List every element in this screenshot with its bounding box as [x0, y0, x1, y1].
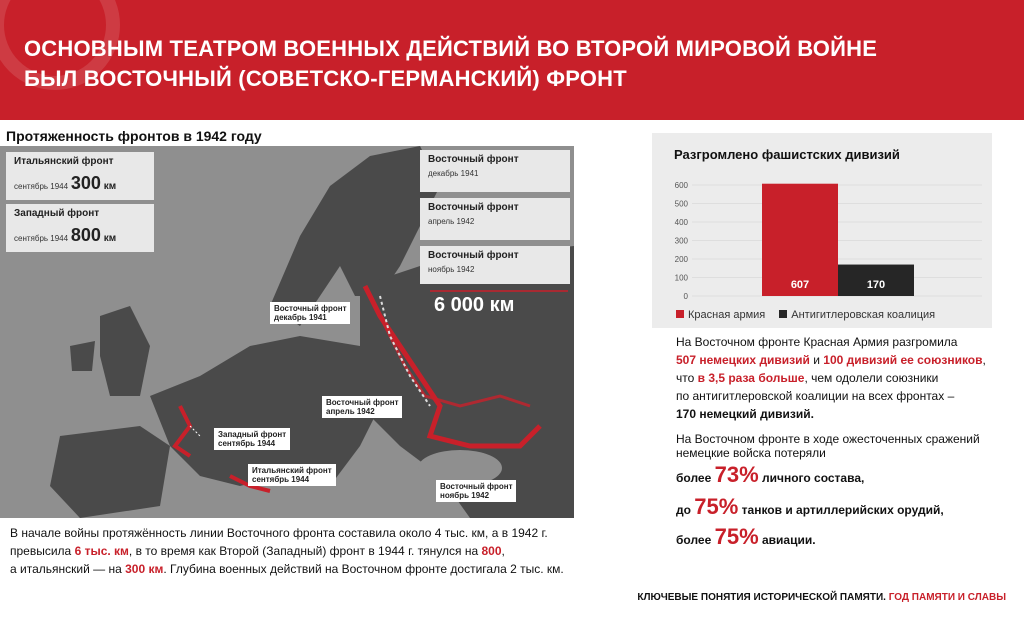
divisions-chart-panel — [652, 133, 992, 328]
caption-text: а итальянский — на — [10, 562, 126, 576]
footer — [637, 592, 1006, 603]
italian-front-unit: км — [103, 181, 117, 192]
summary-line — [676, 369, 1006, 387]
stat-suffix: танков и артиллерийских орудий, — [738, 503, 944, 517]
summary-text: , — [982, 353, 986, 367]
y-tick-label: 100 — [674, 273, 688, 283]
summary-text: , чем одолели союзники — [804, 371, 939, 385]
map-tag-east-1941 — [270, 302, 350, 324]
east-front-date-1941: декабрь 1941 — [428, 169, 479, 178]
bar-value-label: 607 — [790, 279, 810, 291]
map-tag-west-1944 — [214, 428, 290, 450]
caption-highlight: 6 тыс. км — [74, 544, 129, 558]
map-caption — [10, 524, 580, 578]
stat-personnel — [676, 462, 864, 488]
divisions-bar-chart — [652, 133, 992, 308]
header-banner — [0, 0, 1024, 120]
chart-title: Разгромлено фашистских дивизий — [674, 147, 900, 162]
map-tag-date: сентябрь 1944 — [252, 475, 310, 484]
summary-text: и — [809, 353, 824, 367]
map-tag-name: Западный фронт — [218, 430, 287, 439]
east-front-box-apr1942 — [420, 198, 570, 240]
summary-highlight: в 3,5 раза больше — [697, 371, 805, 385]
legend-item-red-army — [676, 309, 765, 321]
summary-line: 170 немецкий дивизий. — [676, 407, 814, 421]
stat-prefix: до — [676, 503, 695, 517]
summary-text: что — [676, 371, 698, 385]
italian-front-value: 300 — [70, 173, 101, 193]
title-line-2: БЫЛ ВОСТОЧНЫЙ (СОВЕТСКО-ГЕРМАНСКИЙ) ФРОНТ — [24, 66, 627, 91]
stat-percent: 75% — [714, 524, 759, 549]
east-front-date-apr1942: апрель 1942 — [428, 217, 475, 226]
caption-line-2 — [10, 542, 580, 560]
map-tag-east-nov1942 — [436, 480, 516, 502]
western-front-date: сентябрь 1944 — [14, 234, 69, 243]
y-tick-label: 400 — [674, 218, 688, 227]
stat-suffix: авиации. — [758, 533, 816, 547]
legend-swatch — [676, 310, 684, 318]
footer-accent: ГОД ПАМЯТИ И СЛАВЫ — [888, 592, 1006, 603]
caption-line-3 — [10, 560, 580, 578]
losses-line: немецкие войска потеряли — [676, 446, 826, 460]
caption-highlight: 300 км — [125, 562, 164, 576]
stat-percent: 73% — [714, 462, 759, 487]
caption-text: , — [501, 544, 505, 558]
stat-prefix: более — [676, 471, 715, 485]
east-front-name-1941: Восточный фронт — [428, 154, 519, 165]
legend-label: Антигитлеровская коалиция — [791, 309, 936, 321]
map-tag-name: Восточный фронт — [440, 482, 513, 491]
y-tick-label: 500 — [674, 199, 688, 209]
stat-tanks — [676, 494, 944, 520]
y-tick-label: 0 — [683, 292, 688, 301]
map-tag-date: ноябрь 1942 — [440, 491, 490, 500]
east-front-name-nov1942: Восточный фронт — [428, 250, 519, 261]
caption-text: . Глубина военных действий на Восточном фронте достигала 2 тыс. км. — [163, 562, 564, 576]
stat-prefix: более — [676, 533, 715, 547]
western-front-unit: км — [103, 233, 117, 244]
caption-line-1: В начале войны протяжённость линии Восточного фронта составила около 4 тыс. км, а в 1942 г. — [10, 526, 548, 540]
western-front-name: Западный фронт — [14, 208, 100, 219]
summary-highlight: 507 немецких дивизий — [676, 353, 810, 367]
bar-value-label: 170 — [866, 279, 886, 291]
east-front-date-nov1942: ноябрь 1942 — [428, 265, 475, 274]
red-army-summary — [676, 333, 1006, 423]
front-map — [0, 146, 574, 518]
stat-aviation — [676, 524, 816, 550]
italian-front-box — [6, 152, 154, 200]
losses-intro — [676, 432, 1006, 460]
y-tick-label: 300 — [674, 236, 688, 246]
legend-item-coalition — [779, 309, 935, 321]
east-front-box-nov1942 — [420, 246, 570, 284]
legend-label: Красная армия — [688, 309, 766, 321]
caption-text: , в то время как Второй (Западный) фронт в 1944 г. тянулся на — [128, 544, 482, 558]
title-line-1: ОСНОВНЫМ ТЕАТРОМ ВОЕННЫХ ДЕЙСТВИЙ ВО ВТОРОЙ МИРОВОЙ ВОЙНЕ — [24, 36, 878, 61]
map-tag-date: декабрь 1941 — [274, 313, 327, 322]
y-tick-label: 600 — [674, 181, 688, 190]
map-tag-italy-1944 — [248, 464, 336, 486]
y-tick-label: 200 — [674, 255, 688, 264]
summary-line — [676, 351, 1006, 369]
east-front-name-apr1942: Восточный фронт — [428, 202, 519, 213]
footer-text: КЛЮЧЕВЫЕ ПОНЯТИЯ ИСТОРИЧЕСКОЙ ПАМЯТИ. — [637, 592, 886, 603]
east-front-box-1941 — [420, 150, 570, 192]
western-front-value: 800 — [70, 225, 101, 245]
map-tag-date: сентябрь 1944 — [218, 439, 276, 448]
stat-suffix: личного состава, — [758, 471, 865, 485]
summary-highlight: 100 дивизий ее союзников — [823, 353, 983, 367]
summary-line: по антигитлеровской коалиции на всех фронтах – — [676, 389, 955, 403]
western-front-box — [6, 204, 154, 252]
map-tag-name: Итальянский фронт — [252, 466, 332, 475]
map-tag-east-apr1942 — [322, 396, 402, 418]
caption-highlight: 800 — [481, 544, 502, 558]
map-tag-date: апрель 1942 — [326, 407, 375, 416]
losses-line: На Восточном фронте в ходе ожесточенных сражений — [676, 432, 980, 446]
page-title — [24, 34, 877, 94]
stat-percent: 75% — [694, 494, 739, 519]
map-tag-name: Восточный фронт — [326, 398, 399, 407]
summary-line: На Восточном фронте Красная Армия разгромила — [676, 335, 958, 349]
map-tag-name: Восточный фронт — [274, 304, 347, 313]
east-front-total: 6 000 км — [434, 294, 515, 316]
caption-text: превысила — [10, 544, 75, 558]
italian-front-date: сентябрь 1944 — [14, 182, 69, 191]
legend-swatch — [779, 310, 787, 318]
map-title: Протяженность фронтов в 1942 году — [6, 128, 262, 144]
italian-front-name: Итальянский фронт — [14, 156, 114, 167]
chart-legend — [676, 309, 935, 321]
